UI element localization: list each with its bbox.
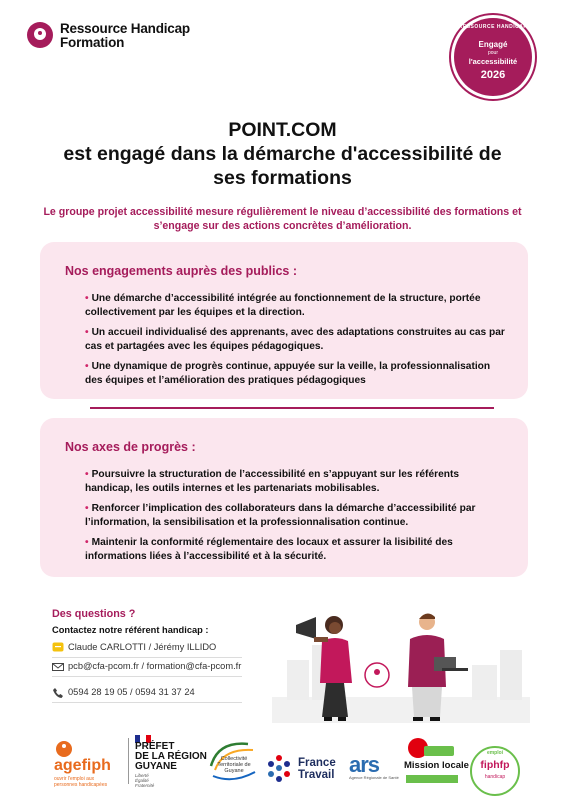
engagement-text: Une dynamique de progrès continue, appuyée sur la veille, la professionnalisation des équipes et l’amélioration des pratiques pédagogiques [85,361,491,386]
bullet-icon: • [85,293,89,304]
ars-subtitle: Agence Régionale de Santé [349,775,399,780]
list-item [85,536,505,564]
team-illustration [272,605,530,723]
list-item [85,468,505,496]
list-item [85,326,505,354]
mission-locale-logo: Mission locale [404,760,469,771]
mission-locale-bar [406,775,458,783]
accessibility-seal [454,18,532,96]
france-travail-logo-icon [263,752,295,784]
bullet-icon: • [85,537,89,548]
engagements-box [40,242,528,399]
bullet-icon: • [85,327,89,338]
list-item [85,360,505,388]
prefet-line-3: GUYANE [135,761,177,772]
agefiph-logo-icon [54,740,74,758]
progres-box [40,418,528,577]
chat-icon [52,642,64,654]
title-line-3: ses formations [213,167,352,189]
brand-line-1: Ressource Handicap [60,21,190,36]
questions-heading: Des questions ? [52,608,136,620]
engagements-list [85,292,505,394]
logo-separator [128,738,129,784]
collectivite-logo: Collectivité Territoriale de Guyane [217,756,251,774]
seal-arc-text: RESSOURCE HANDICAP [458,24,528,30]
fiphfp-bottom-text: handicap [484,774,506,780]
agefiph-logo: agefiph [54,757,111,774]
agefiph-tagline: ouvrir l'emploi aux personnes handicapées [54,776,108,788]
fiphfp-logo: fiphfp [480,759,510,771]
contact-names-row [52,640,242,658]
contact-subtitle: Contactez notre référent handicap : [52,625,209,635]
france-travail-logo [298,757,336,781]
seal-line-3: l'accessibilité [468,57,518,66]
page-title [40,118,525,190]
brand-line-2: Formation [60,35,125,50]
contact-email-row[interactable] [52,659,242,677]
list-item [85,292,505,320]
contact-phones: 0594 28 19 05 / 0594 31 37 24 [68,687,195,697]
contact-emails[interactable]: pcb@cfa-pcom.fr / formation@cfa-pcom.fr [68,661,242,671]
mail-icon [52,661,64,673]
prefet-logo [135,742,207,772]
prefet-motto [135,773,154,788]
ars-logo: ars [349,752,380,777]
engagements-heading: Nos engagements auprès des publics : [65,264,298,278]
seal-line-2: pour [487,50,498,56]
title-line-2: est engagé dans la démarche d'accessibilité de [63,143,502,165]
motto-liberte: Liberté [135,773,149,778]
progres-heading: Nos axes de progrès : [65,440,196,454]
contact-phone-row [52,685,242,703]
brand-logo-icon [27,22,53,48]
seal-year: 2026 [480,69,506,81]
referent-names: Claude CARLOTTI / Jérémy ILLIDO [68,642,217,652]
progres-text: Renforcer l’implication des collaborateurs dans la démarche d’accessibilité par l’information, la sensibilisation et la professionnalisation continue. [85,503,476,528]
progres-text: Maintenir la conformité réglementaire des locaux et assurer la lisibilité des informations liées à l’accessibilité et à la sécurité. [85,537,453,562]
bullet-icon: • [85,469,89,480]
list-item [85,502,505,530]
prefet-line-1: PRÉFET [135,741,175,752]
motto-egalite: Égalité [135,778,149,783]
bullet-icon: • [85,503,89,514]
france-travail-line-1: France [298,757,336,769]
bullet-icon: • [85,361,89,372]
phone-icon [52,687,64,699]
prefet-line-2: DE LA RÉGION [135,751,207,762]
seal-line-1: Engagé [478,40,508,49]
title-line-1: POINT.COM [228,119,337,141]
fiphfp-top-text: emploi [486,750,504,756]
motto-fraternite: Fraternité [135,783,155,788]
mission-locale-logo-icon [406,736,458,760]
progres-list [85,468,505,570]
divider [90,407,494,409]
engagement-text: Un accueil individualisé des apprenants, avec des adaptations construites au cas par cas et partagées avec les équipes pédagogiques. [85,327,505,352]
engagement-text: Une démarche d’accessibilité intégrée au fonctionnement de la structure, portée collectivement par les équipes et la direction. [85,293,481,318]
progres-text: Poursuivre la structuration de l’accessibilité en s’appuyant sur les référents handicap, les outils internes et les partenariats mobilisables. [85,469,460,494]
brand-name [60,22,190,50]
subtitle: Le groupe projet accessibilité mesure régulièrement le niveau d’accessibilité des formations et s’engage sur des actions concrètes d’amélioration. [43,206,522,232]
france-travail-line-2: Travail [298,769,335,781]
